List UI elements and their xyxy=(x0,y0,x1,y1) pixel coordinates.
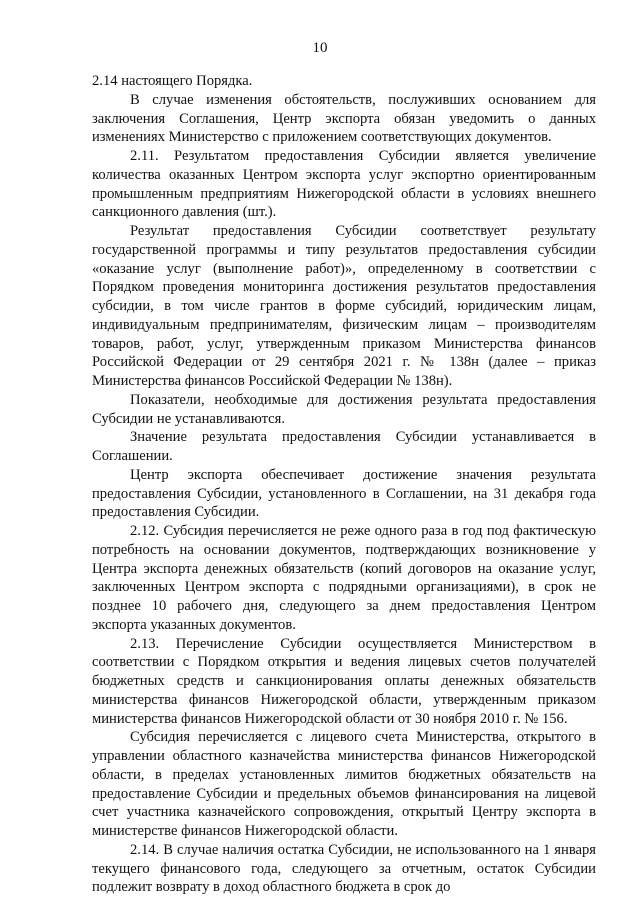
page-number: 10 xyxy=(312,40,328,56)
paragraph-indicators: Показатели, необходимые для достижения результата предоставления Субсидии не устанавливаются. xyxy=(92,391,596,427)
paragraph-2-14-remainder: 2.14. В случае наличия остатка Субсидии, не использованного на 1 января текущего финансового года, следующего за отчетным, остаток Субсидии подлежит возврату в доход областного бюджета в срок до xyxy=(92,841,596,896)
paragraph-2-13-transfer-procedure: 2.13. Перечисление Субсидии осуществляется Министерством в соответствии с Порядком открытия и ведения лицевых счетов получателей бюджетных средств и санкционирования оплаты денежных обязательств министерства финансов Нижегородской области, утвержденным приказом министерства финансов Нижегородской области от 30 ноября 2010 г. № 156. xyxy=(92,635,596,727)
document-body xyxy=(92,72,596,897)
paragraph-2-11-result: 2.11. Результатом предоставления Субсидии является увеличение количества оказанных Центром экспорта услуг экспортно ориентированным промышленным предприятиям Нижегородской области в условиях внешнего санкционного давления (шт.). xyxy=(92,148,596,221)
paragraph-circumstances-change: В случае изменения обстоятельств, послуживших основанием для заключения Соглашения, Центр экспорта обязан уведомить о данных изменениях Министерство с приложением соответствующих документов. xyxy=(92,91,596,146)
paragraph-subsidy-account: Субсидия перечисляется с лицевого счета Министерства, открытого в управлении областного казначейства министерства финансов Нижегородской области, в пределах установленных лимитов бюджетных обязательств на предоставление Субсидии и предельных объемов финансирования на лицевой счет участника казначейского сопровождения, открытый Центру экспорта в министерстве финансов Нижегородской области. xyxy=(92,729,596,839)
paragraph-result-value: Значение результата предоставления Субсидии устанавливается в Соглашении. xyxy=(92,429,596,464)
paragraph-result-correspondence: Результат предоставления Субсидии соответствует результату государственной программы и типу результатов предоставления субсидии «оказание услуг (выполнение работ)», определенному в соответствии с Порядком проведения мониторинга достижения результатов предоставления субсидии, в том числе грантов в форме субсидий, юридическим лицам, индивидуальным предпринимателям, физическим лицам – производителям товаров, работ, услуг, утвержденным приказом Министерства финансов Российской Федерации от 29 сентября 2021 г. № 138н (далее – приказ Министерства финансов Российской Федерации № 138н). xyxy=(92,223,596,389)
paragraph-continuation: 2.14 настоящего Порядка. xyxy=(92,73,253,89)
paragraph-export-center-ensures: Центр экспорта обеспечивает достижение значения результата предоставления Субсидии, установленного в Соглашении, на 31 декабря года предоставления Субсидии. xyxy=(92,466,596,521)
paragraph-2-12-transfer: 2.12. Субсидия перечисляется не реже одного раза в год под фактическую потребность на основании документов, подтверждающих возникновение у Центра экспорта денежных обязательств (копий договоров на оказание услуг, заключенных Центром экспорта с подрядными организациями), в срок не позднее 10 рабочего дня, следующего за днем предоставления Центром экспорта указанных документов. xyxy=(92,523,596,633)
